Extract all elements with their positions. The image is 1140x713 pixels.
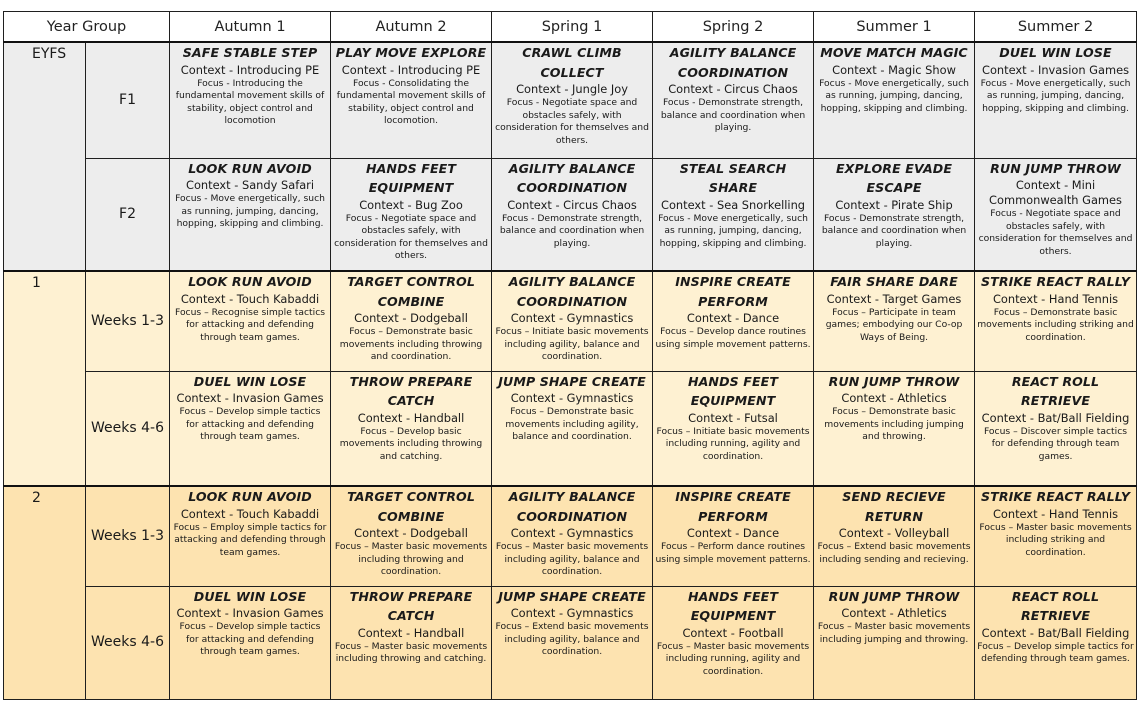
unit-cell [975, 486, 1137, 586]
unit-title: HANDS FEET EQUIPMENT [365, 160, 457, 195]
unit-title: THROW PREPARE CATCH [349, 373, 473, 408]
unit-cell [170, 271, 331, 371]
unit-cell [975, 271, 1137, 371]
unit-cell [492, 42, 653, 158]
unit-cell [331, 586, 492, 699]
unit-cell [653, 271, 814, 371]
unit-title: INSPIRE CREATE PERFORM [675, 489, 791, 524]
unit-context: Context - Mini Commonwealth Games [989, 178, 1122, 207]
unit-context: Context - Gymnastics [510, 526, 634, 540]
unit-focus: Focus – Master basic movements including agility, balance and coordination. [495, 541, 649, 578]
unit-context: Context - Touch Kabaddi [180, 506, 320, 521]
unit-cell [975, 42, 1137, 158]
unit-title: REACT ROLL RETRIEVE [1011, 373, 1100, 408]
unit-title: HANDS FEET EQUIPMENT [687, 373, 779, 408]
unit-focus: Focus – Initiate basic movements including running, agility and coordination. [656, 425, 810, 462]
unit-focus: Focus – Demonstrate basic movements including jumping and throwing. [824, 406, 964, 443]
unit-title: LOOK RUN AVOID [188, 160, 312, 176]
sub-group-label: Weeks 1-3 [86, 486, 170, 586]
unit-title: CRAWL CLIMB COLLECT [522, 45, 622, 80]
unit-title: AGILITY BALANCE COORDINATION [669, 45, 797, 80]
unit-focus: Focus - Demonstrate strength, balance and coordination when playing. [660, 97, 806, 134]
unit-focus: Focus – Master basic movements including jumping and throwing. [817, 621, 971, 645]
unit-cell [653, 158, 814, 271]
sub-group-label: Weeks 4-6 [86, 371, 170, 486]
unit-cell [170, 586, 331, 699]
unit-context: Context - Football [682, 625, 784, 640]
unit-title: MOVE MATCH MAGIC [820, 45, 968, 60]
header-term: Summer 2 [975, 12, 1137, 43]
unit-context: Context - Sea Snorkelling [660, 197, 806, 212]
unit-cell [975, 158, 1137, 271]
unit-cell [814, 42, 975, 158]
unit-context: Context - Athletics [841, 391, 947, 405]
unit-cell [653, 586, 814, 699]
unit-title: FAIR SHARE DARE [830, 274, 958, 289]
sub-group-label: Weeks 4-6 [86, 586, 170, 699]
unit-context: Context - Introducing PE [341, 62, 481, 77]
unit-title: THROW PREPARE CATCH [349, 588, 473, 623]
curriculum-table [3, 11, 1137, 700]
unit-focus: Focus – Develop simple tactics for defending through team games. [977, 640, 1134, 665]
unit-focus: Focus – Extend basic movements including sending and recieving. [817, 541, 971, 565]
unit-cell [170, 486, 331, 586]
unit-context: Context - Hand Tennis [992, 291, 1119, 306]
unit-title: AGILITY BALANCE COORDINATION [508, 274, 636, 309]
table-row [4, 371, 1137, 486]
header-year-group: Year Group [4, 12, 170, 43]
sub-group-label: F1 [86, 42, 170, 158]
unit-context: Context - Hand Tennis [992, 506, 1119, 521]
unit-cell [814, 486, 975, 586]
unit-title: RUN JUMP THROW [990, 160, 1121, 176]
unit-cell [170, 371, 331, 486]
unit-title: JUMP SHAPE CREATE [498, 588, 646, 604]
unit-title: DUEL WIN LOSE [193, 373, 307, 389]
unit-cell [492, 371, 653, 486]
unit-context: Context - Dodgeball [354, 526, 468, 540]
unit-context: Context - Magic Show [832, 62, 956, 77]
unit-title: RUN JUMP THROW [828, 588, 960, 604]
unit-title: TARGET CONTROL COMBINE [347, 274, 475, 309]
unit-cell [653, 371, 814, 486]
unit-context: Context - Invasion Games [176, 606, 324, 620]
unit-title: RUN JUMP THROW [828, 373, 960, 389]
unit-focus: Focus - Introducing the fundamental movement skills of stability, object control and locomotion [175, 77, 325, 127]
unit-title: STEAL SEARCH SHARE [679, 160, 787, 195]
unit-title: STRIKE REACT RALLY [980, 489, 1131, 504]
unit-title: EXPLORE EVADE ESCAPE [835, 160, 953, 195]
unit-focus: Focus – Initiate basic movements including agility, balance and coordination. [495, 326, 649, 363]
unit-focus: Focus - Negotiate space and obstacles safely, with consideration for themselves and others. [495, 97, 649, 146]
unit-context: Context - Introducing PE [180, 62, 320, 77]
unit-context: Context - Handball [357, 410, 465, 425]
unit-cell [492, 271, 653, 371]
unit-context: Context - Invasion Games [176, 391, 324, 405]
unit-cell [975, 371, 1137, 486]
unit-focus: Focus – Master basic movements including throwing and coordination. [334, 541, 488, 578]
table-row [4, 42, 1137, 158]
unit-title: STRIKE REACT RALLY [980, 274, 1131, 289]
unit-focus: Focus - Move energetically, such as running, jumping, dancing, hopping, skipping and climbing. [819, 77, 969, 114]
unit-cell [814, 586, 975, 699]
unit-focus: Focus - Demonstrate strength, balance and coordination when playing. [821, 212, 967, 249]
unit-title: INSPIRE CREATE PERFORM [675, 274, 791, 309]
header-row [4, 12, 1137, 43]
unit-focus: Focus - Negotiate space and obstacles safely, with consideration for themselves and others. [334, 212, 488, 262]
unit-cell [653, 42, 814, 158]
header-term: Spring 2 [653, 12, 814, 43]
unit-context: Context - Bat/Ball Fielding [981, 410, 1130, 425]
unit-cell [492, 586, 653, 699]
sub-group-label: Weeks 1-3 [86, 271, 170, 371]
unit-focus: Focus - Demonstrate strength, balance and coordination when playing. [499, 212, 645, 249]
unit-title: AGILITY BALANCE COORDINATION [508, 160, 636, 195]
unit-context: Context - Invasion Games [982, 62, 1130, 77]
unit-focus: Focus – Extend basic movements including agility, balance and coordination. [495, 621, 649, 658]
unit-title: DUEL WIN LOSE [999, 45, 1112, 60]
unit-title: LOOK RUN AVOID [188, 489, 312, 504]
unit-focus: Focus – Participate in team games; embodying our Co-op Ways of Being. [825, 306, 963, 343]
unit-cell [170, 158, 331, 271]
unit-title: AGILITY BALANCE COORDINATION [508, 489, 636, 524]
unit-focus: Focus – Master basic movements including throwing and catching. [334, 640, 488, 665]
unit-title: SAFE STABLE STEP [182, 45, 318, 60]
header-term: Autumn 2 [331, 12, 492, 43]
unit-title: PLAY MOVE EXPLORE [335, 45, 487, 60]
table-row [4, 586, 1137, 699]
unit-context: Context - Sandy Safari [185, 178, 315, 192]
year-label: EYFS [4, 42, 86, 271]
unit-cell [975, 586, 1137, 699]
header-term: Spring 1 [492, 12, 653, 43]
unit-context: Context - Circus Chaos [507, 197, 637, 212]
unit-context: Context - Dodgeball [354, 311, 468, 325]
unit-focus: Focus – Master basic movements including running, agility and coordination. [656, 640, 810, 677]
unit-context: Context - Athletics [841, 606, 947, 620]
unit-focus: Focus - Negotiate space and obstacles safely, with consideration for themselves and others. [978, 208, 1133, 257]
unit-focus: Focus – Demonstrate basic movements including agility, balance and coordination. [505, 406, 639, 443]
table-row [4, 271, 1137, 371]
year-label: 1 [4, 271, 86, 486]
unit-context: Context - Gymnastics [510, 606, 634, 620]
unit-context: Context - Dance [686, 526, 780, 540]
unit-context: Context - Dance [686, 311, 780, 325]
unit-title: JUMP SHAPE CREATE [498, 373, 646, 389]
table-row [4, 486, 1137, 586]
unit-context: Context - Circus Chaos [668, 82, 798, 96]
header-term: Summer 1 [814, 12, 975, 43]
unit-focus: Focus – Develop basic movements including throwing and catching. [339, 425, 483, 462]
sub-group-label: F2 [86, 158, 170, 271]
unit-focus: Focus - Move energetically, such as running, jumping, dancing, hopping, skipping and climbing. [980, 77, 1131, 114]
unit-focus: Focus - Move energetically, such as running, jumping, dancing, hopping, skipping and climbing. [658, 212, 808, 249]
unit-focus: Focus – Demonstrate basic movements including striking and coordination. [977, 306, 1134, 343]
unit-cell [170, 42, 331, 158]
unit-focus: Focus – Demonstrate basic movements including throwing and coordination. [339, 326, 483, 363]
unit-focus: Focus – Discover simple tactics for defending through team games. [983, 425, 1128, 462]
unit-context: Context - Target Games [826, 291, 962, 306]
unit-context: Context - Pirate Ship [835, 197, 953, 212]
unit-context: Context - Volleyball [838, 526, 950, 540]
unit-focus: Focus – Develop simple tactics for attacking and defending through team games. [179, 621, 321, 658]
unit-title: DUEL WIN LOSE [193, 588, 307, 604]
unit-context: Context - Bug Zoo [359, 197, 463, 212]
unit-focus: Focus – Employ simple tactics for attacking and defending through team games. [173, 521, 327, 558]
unit-context: Context - Gymnastics [510, 391, 634, 405]
unit-focus: Focus – Develop dance routines using simple movement patterns. [655, 326, 811, 350]
unit-context: Context - Gymnastics [510, 311, 634, 325]
unit-focus: Focus - Move energetically, such as running, jumping, dancing, hopping, skipping and climbing. [175, 193, 325, 230]
unit-focus: Focus - Consolidating the fundamental movement skills of stability, object control and locomotion. [336, 77, 486, 127]
unit-focus: Focus – Recognise simple tactics for attacking and defending through team games. [174, 306, 326, 343]
unit-cell [653, 486, 814, 586]
unit-title: HANDS FEET EQUIPMENT [687, 588, 779, 623]
year-label: 2 [4, 486, 86, 699]
unit-cell [331, 486, 492, 586]
unit-cell [331, 371, 492, 486]
table-row [4, 158, 1137, 271]
unit-cell [331, 158, 492, 271]
unit-cell [814, 371, 975, 486]
unit-context: Context - Handball [357, 625, 465, 640]
unit-title: REACT ROLL RETRIEVE [1011, 588, 1100, 623]
unit-context: Context - Touch Kabaddi [180, 291, 320, 306]
unit-context: Context - Futsal [688, 410, 778, 425]
unit-cell [492, 158, 653, 271]
unit-cell [814, 158, 975, 271]
unit-focus: Focus – Develop simple tactics for attacking and defending through team games. [179, 406, 321, 443]
unit-context: Context - Bat/Ball Fielding [981, 625, 1130, 640]
unit-focus: Focus – Perform dance routines using simple movement patterns. [655, 541, 811, 565]
unit-cell [492, 486, 653, 586]
unit-title: SEND RECIEVE RETURN [842, 489, 946, 524]
unit-context: Context - Jungle Joy [516, 82, 628, 96]
unit-focus: Focus – Master basic movements including striking and coordination. [979, 521, 1132, 558]
header-term: Autumn 1 [170, 12, 331, 43]
unit-title: TARGET CONTROL COMBINE [347, 489, 475, 524]
unit-cell [331, 42, 492, 158]
unit-cell [814, 271, 975, 371]
unit-cell [331, 271, 492, 371]
unit-title: LOOK RUN AVOID [188, 274, 312, 289]
